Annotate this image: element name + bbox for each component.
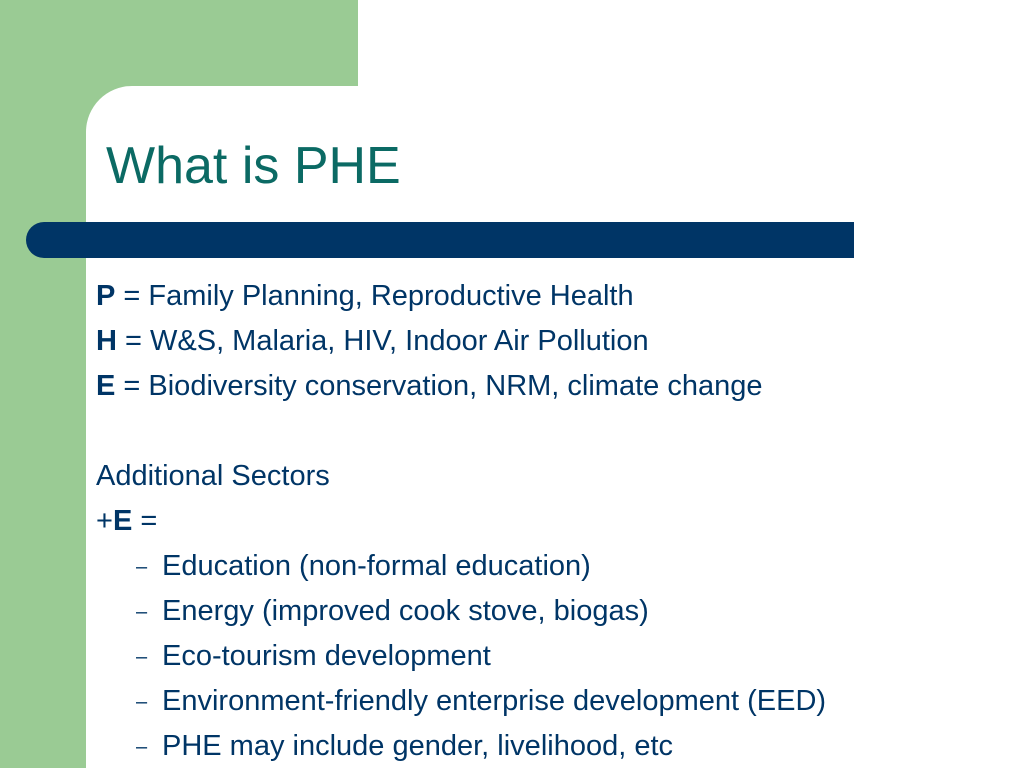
list-item: [96, 679, 1006, 724]
definition-e: [96, 364, 1006, 409]
list-item-text: Energy (improved cook stove, biogas): [162, 595, 649, 627]
title-underline-bar: [26, 222, 854, 258]
dash-bullet: –: [136, 555, 148, 578]
list-item-text: Education (non-formal education): [162, 550, 591, 582]
definition-key: E: [96, 370, 116, 402]
list-item-text: PHE may include gender, livelihood, etc: [162, 730, 674, 762]
dash-bullet: –: [136, 735, 148, 758]
definition-key: H: [96, 325, 117, 357]
plus-e-key: E: [112, 505, 133, 537]
definition-text: = Biodiversity conservation, NRM, climate change: [123, 370, 763, 402]
slide-body: [96, 274, 1006, 769]
dash-bullet: –: [136, 690, 148, 713]
spacer: [96, 409, 1006, 454]
definition-text: = Family Planning, Reproductive Health: [123, 280, 634, 312]
list-item: [96, 589, 1006, 634]
list-item: [96, 544, 1006, 589]
dash-bullet: –: [136, 645, 148, 668]
list-item: [96, 724, 1006, 769]
additional-sectors-heading: Additional Sectors: [96, 460, 330, 492]
slide-title: What is PHE: [106, 137, 401, 195]
definition-text: = W&S, Malaria, HIV, Indoor Air Pollution: [125, 325, 649, 357]
list-item-text: Eco-tourism development: [162, 640, 491, 672]
plus-e-line: [96, 499, 1006, 544]
definition-p: [96, 274, 1006, 319]
dash-bullet: –: [136, 600, 148, 623]
plus-sign: +: [96, 505, 113, 537]
definition-key: P: [96, 280, 116, 312]
definition-h: [96, 319, 1006, 364]
list-item: [96, 634, 1006, 679]
equals-sign: =: [140, 505, 158, 537]
list-item-text: Environment-friendly enterprise development (EED): [162, 685, 827, 717]
